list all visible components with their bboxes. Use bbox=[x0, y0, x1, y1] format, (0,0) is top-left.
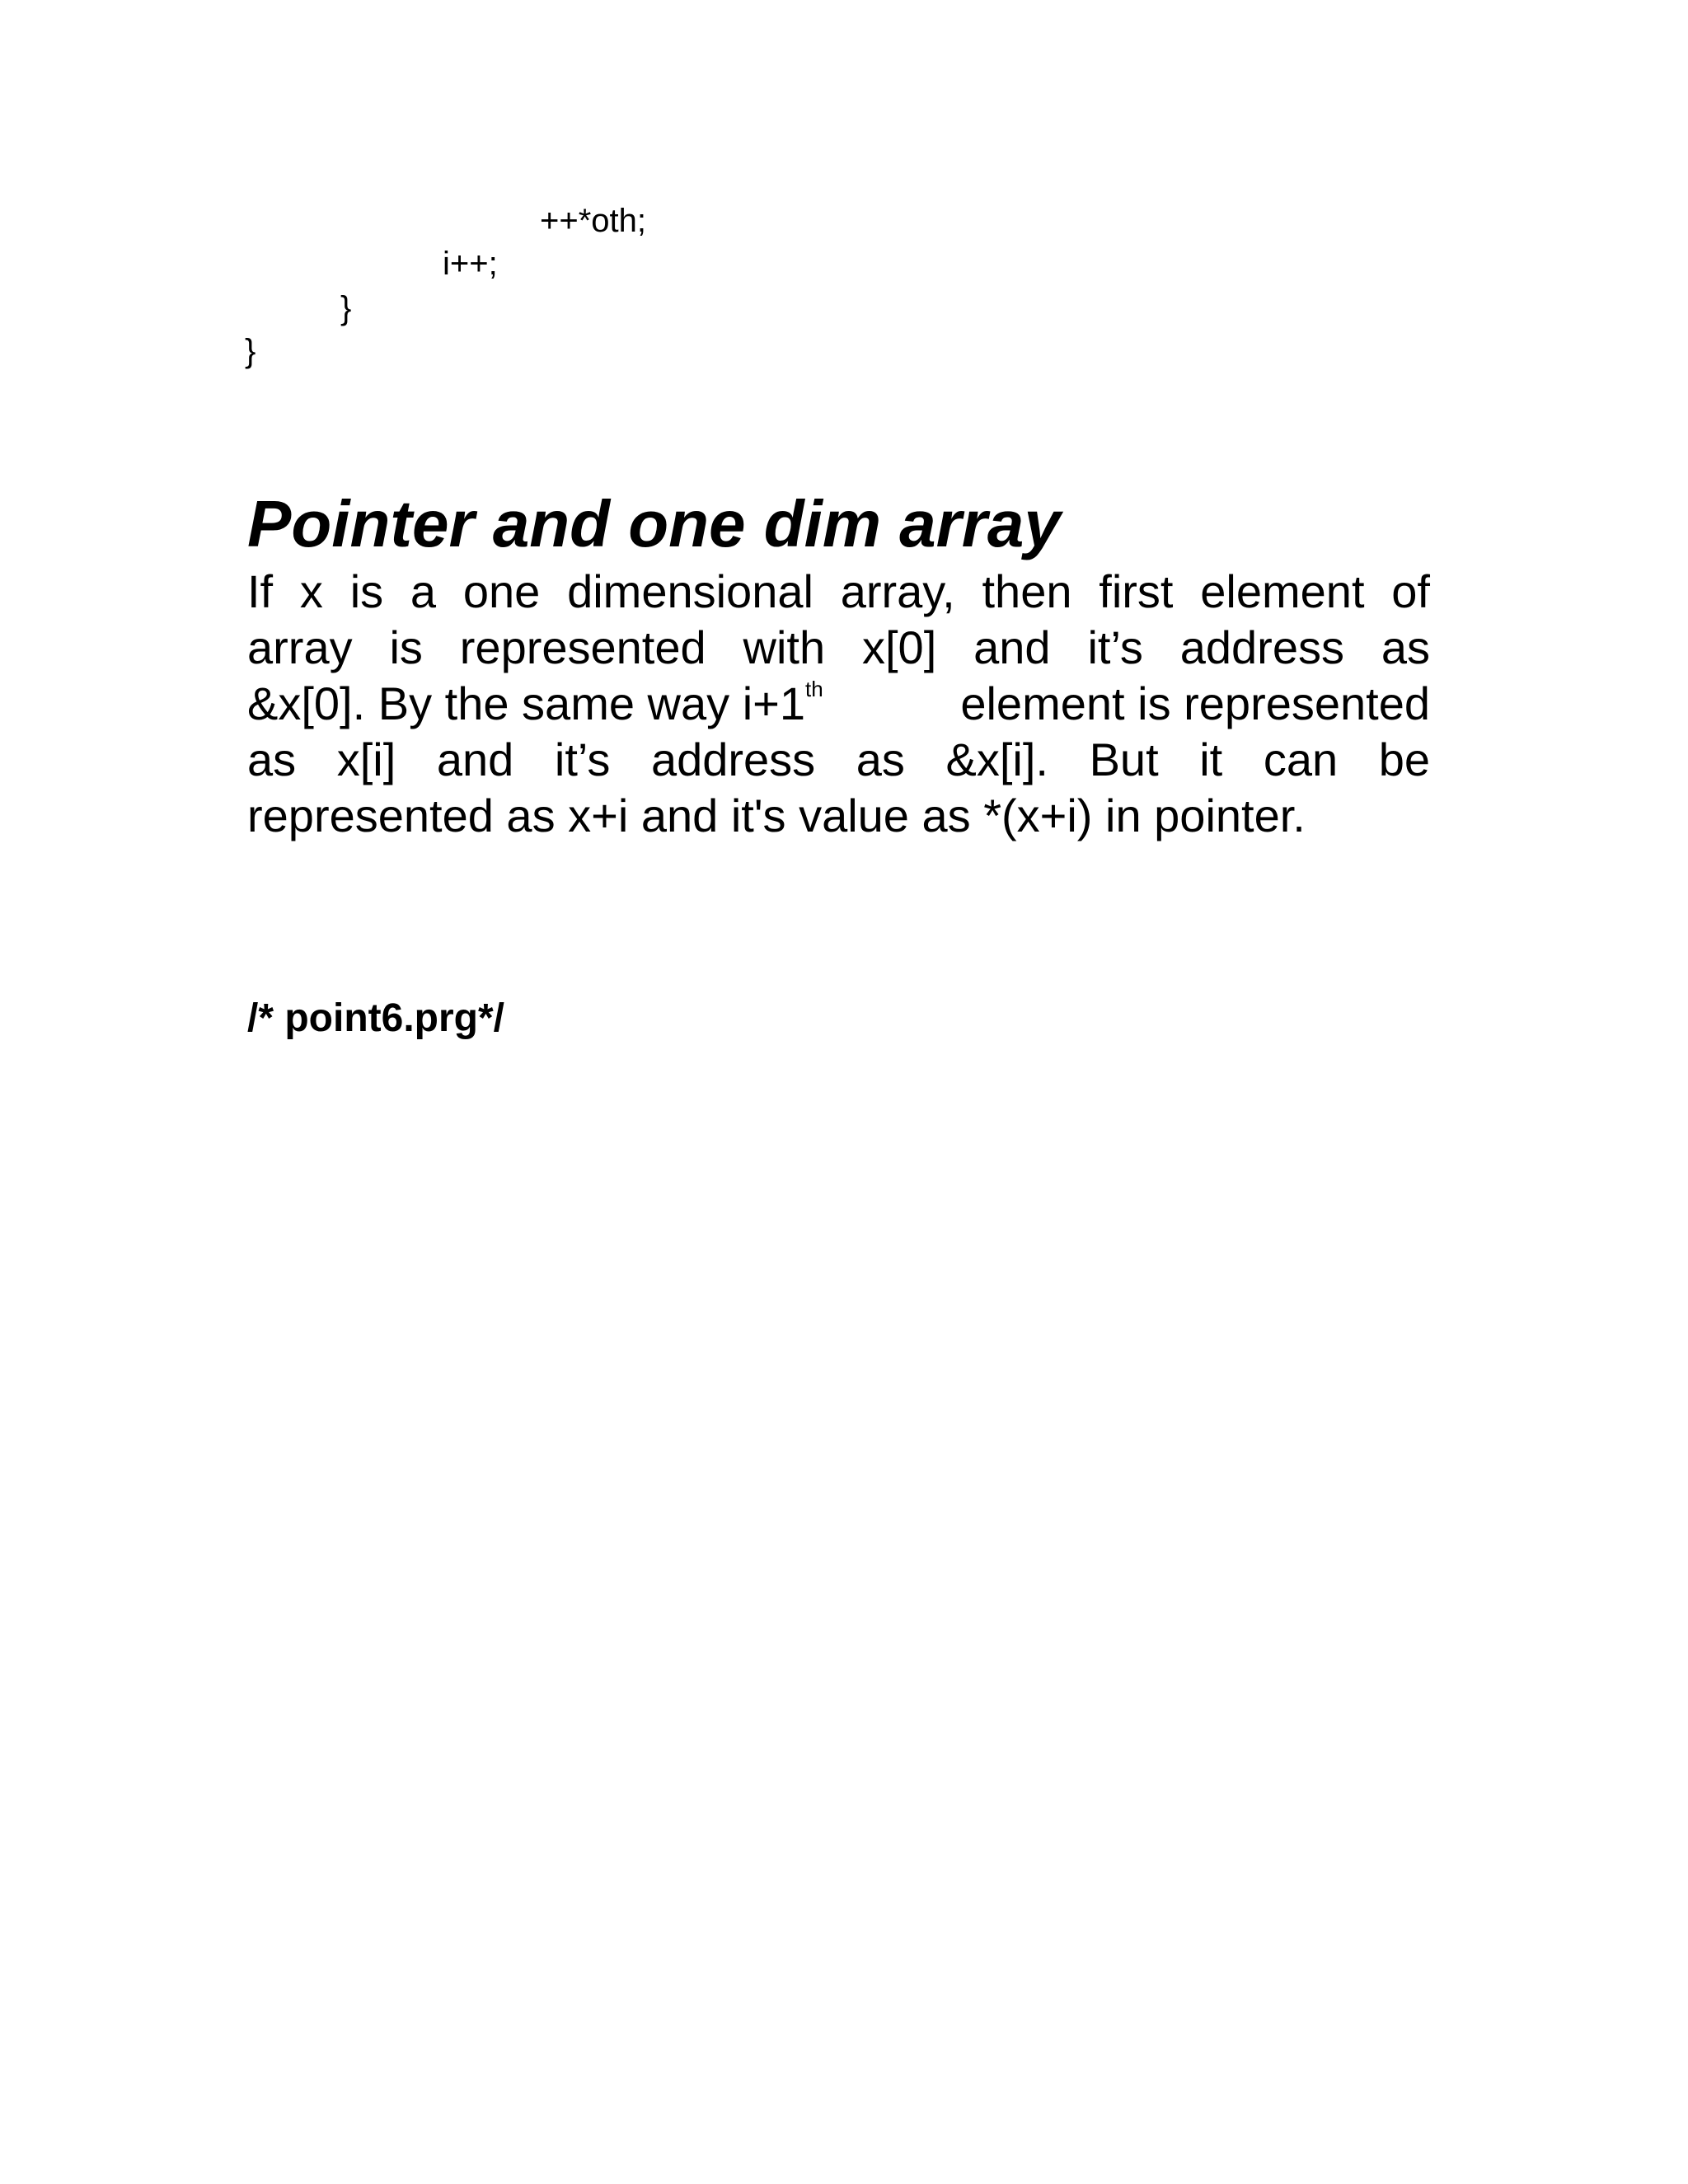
paragraph-line-3-text: &x[0]. By the same way i+1 bbox=[247, 677, 805, 729]
code-line-increment-i: i++; bbox=[443, 246, 498, 282]
paragraph-line-4: as x[i] and it’s address as &x[i]. But it can be bbox=[247, 733, 1430, 785]
paragraph-line-2: array is represented with x[0] and it’s address as bbox=[247, 621, 1430, 673]
paragraph-line-1: If x is a one dimensional array, then first element of bbox=[247, 565, 1430, 617]
paragraph-line-3 bbox=[247, 676, 1430, 732]
section-heading: Pointer and one dim array bbox=[247, 487, 1061, 560]
code-line-inner-brace: } bbox=[340, 290, 352, 326]
program-comment: /* point6.prg*/ bbox=[247, 996, 504, 1040]
code-line-outer-brace: } bbox=[245, 333, 256, 369]
superscript-th: th bbox=[804, 677, 823, 701]
code-line-increment-oth: ++*oth; bbox=[540, 203, 647, 239]
paragraph-line-5: represented as x+i and it's value as *(x+i) in pointer. bbox=[247, 790, 1306, 841]
paragraph-line-3-start bbox=[247, 676, 823, 732]
paragraph-line-3-end: element is represented bbox=[960, 677, 1430, 729]
